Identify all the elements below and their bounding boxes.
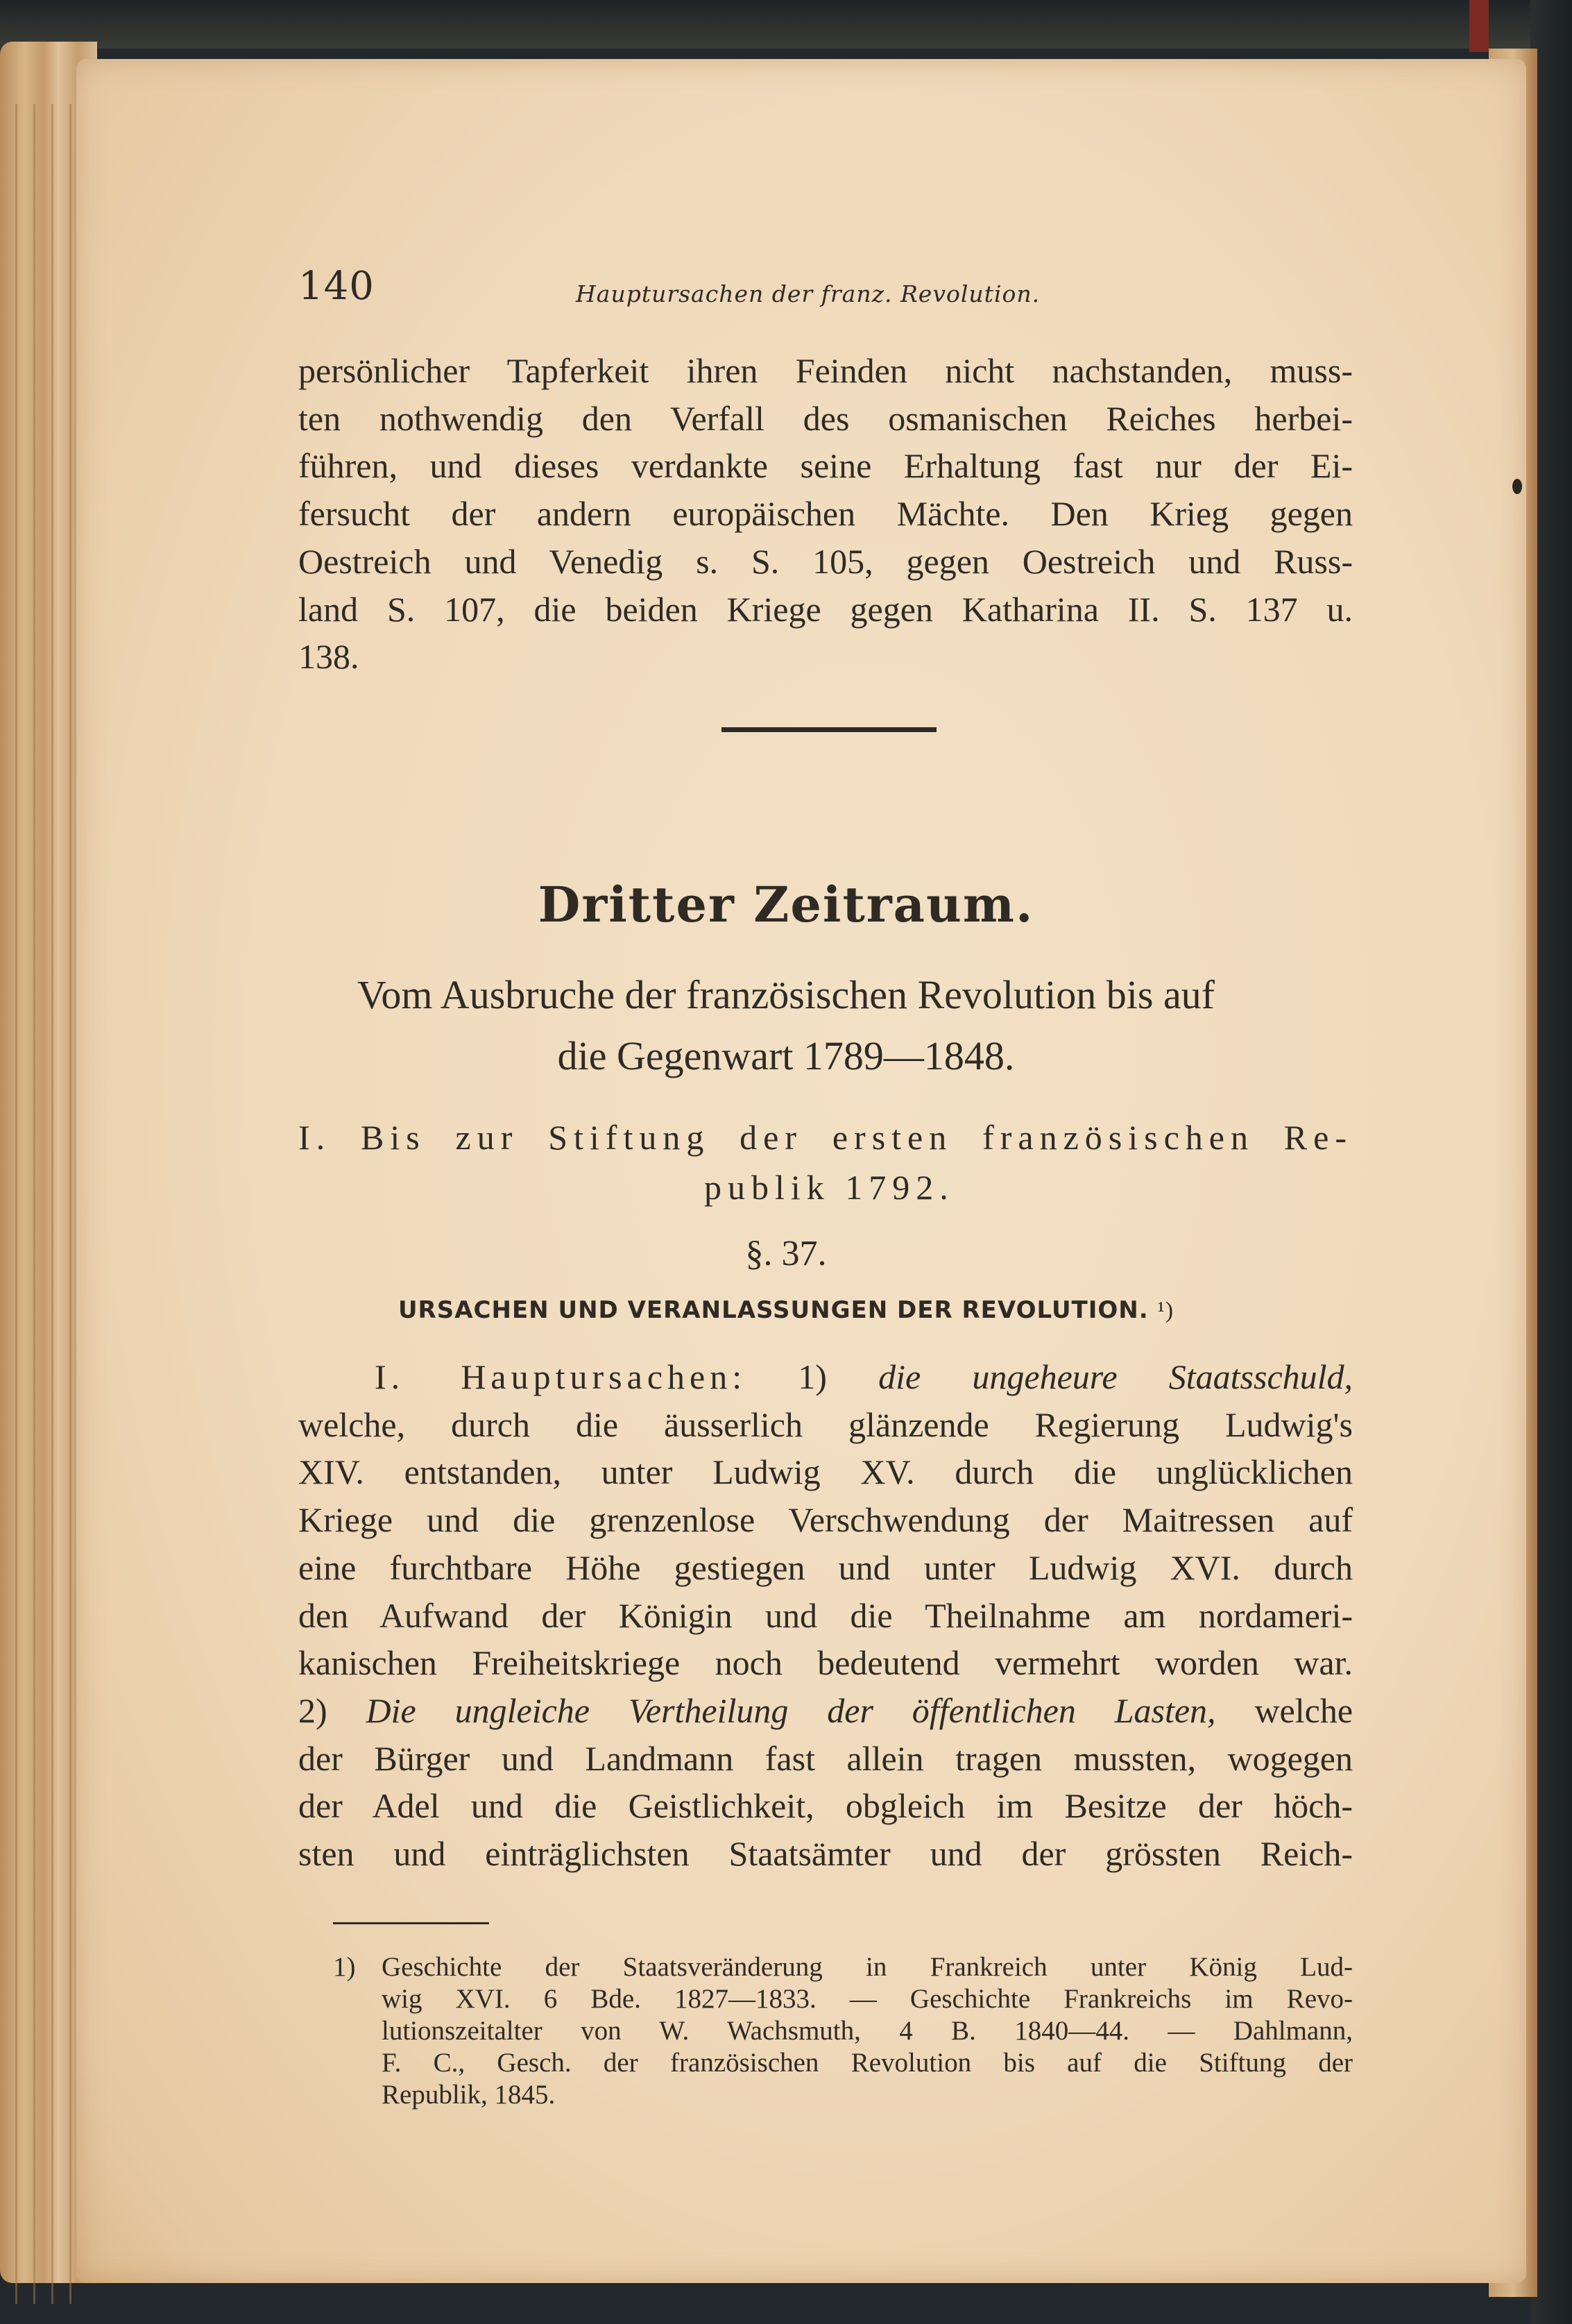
bookmark-ribbon: [1469, 0, 1489, 52]
caps-heading-text: URSACHEN UND VERANLASSUNGEN DER REVOLUTION.: [398, 1296, 1149, 1324]
text-line: kanischen Freiheitskriege noch bedeutend vermehrt worden war.: [298, 1643, 1353, 1683]
text-line: land S. 107, die beiden Kriege gegen Katharina II. S. 137 u.: [298, 589, 1353, 629]
footnote-marker: 1): [333, 1952, 356, 1982]
section-heading-line1: I. Bis zur Stiftung der ersten französischen Re-: [298, 1118, 1353, 1157]
section-caps-heading: [0, 1296, 1572, 1324]
footnote-line: Republik, 1845.: [382, 2080, 556, 2110]
point-number: 1): [798, 1357, 827, 1396]
page-number: 140: [298, 264, 375, 309]
footnote-line: wig XVI. 6 Bde. 1827—1833. — Geschichte Frankreichs im Revo-: [382, 1984, 1353, 2014]
footnote-line: Geschichte der Staatsveränderung in Frankreich unter König Lud-: [382, 1952, 1353, 1982]
text-line: fersucht der andern europäischen Mächte. Den Krieg gegen: [298, 494, 1353, 534]
chapter-title: Dritter Zeitraum.: [538, 876, 1034, 933]
emphasis-text: Die ungleiche Vertheilung der öffentlichen Lasten,: [366, 1690, 1216, 1730]
text-line: 138.: [298, 637, 359, 677]
text-fragment: welche: [1254, 1690, 1353, 1730]
paragraph-sign: §. 37.: [745, 1234, 827, 1273]
footnote: [333, 1951, 1353, 2111]
footnote-line: lutionszeitalter von W. Wachsmuth, 4 B. 1840—44. — Dahlmann,: [382, 2016, 1353, 2046]
point-number: 2): [298, 1690, 327, 1730]
section-heading-line2: publik 1792.: [704, 1168, 955, 1207]
footnote-reference: ¹): [1157, 1298, 1174, 1323]
page-stack-line: [33, 104, 35, 2304]
chapter-subtitle-line2: die Gegenwart 1789—1848.: [557, 1033, 1015, 1078]
text-line: welche, durch die äusserlich glänzende Regierung Ludwig's: [298, 1405, 1353, 1444]
text-line: den Aufwand der Königin und die Theilnahme am nordameri-: [298, 1595, 1353, 1635]
chapter-subtitle-line1: Vom Ausbruche der französischen Revolution bis auf: [357, 972, 1215, 1017]
book-cover-top: [0, 0, 1572, 49]
lead-label: I. Hauptursachen:: [375, 1357, 747, 1396]
text-line: XIV. entstanden, unter Ludwig XV. durch die unglücklichen: [298, 1452, 1353, 1492]
page-stack-line: [51, 104, 53, 2304]
footnote-line: F. C., Gesch. der französischen Revolution bis auf die Stiftung der: [382, 2048, 1353, 2078]
text-line: der Bürger und Landmann fast allein tragen mussten, wogegen: [298, 1738, 1353, 1778]
text-line: [298, 1353, 1353, 1401]
text-line: der Adel und die Geistlichkeit, obgleich im Besitze der höch-: [298, 1786, 1353, 1826]
page-stack-line: [15, 104, 17, 2304]
text-line: persönlicher Tapferkeit ihren Feinden nicht nachstanden, muss-: [298, 351, 1353, 390]
text-line: eine furchtbare Höhe gestiegen und unter Ludwig XVI. durch: [298, 1547, 1353, 1587]
main-paragraph: [298, 1353, 1353, 1878]
margin-mark: [1512, 479, 1522, 494]
text-line: sten und einträglichsten Staatsämter und der grössten Reich-: [298, 1834, 1353, 1874]
text-line: ten nothwendig den Verfall des osmanischen Reiches herbei-: [298, 398, 1353, 438]
page-stack-line: [69, 104, 71, 2304]
section-divider: [721, 727, 937, 732]
intro-paragraph: [298, 347, 1353, 681]
emphasis-text: die ungeheure Staatsschuld,: [878, 1357, 1353, 1396]
text-line: [298, 1687, 1353, 1735]
text-line: Oestreich und Venedig s. S. 105, gegen Oestreich und Russ-: [298, 541, 1353, 581]
footnote-rule: [333, 1922, 489, 1924]
running-title: Hauptursachen der franz. Revolution.: [576, 280, 1041, 307]
text-line: führen, und dieses verdankte seine Erhaltung fast nur der Ei-: [298, 446, 1353, 486]
text-line: Kriege und die grenzenlose Verschwendung der Maitressen auf: [298, 1500, 1353, 1540]
